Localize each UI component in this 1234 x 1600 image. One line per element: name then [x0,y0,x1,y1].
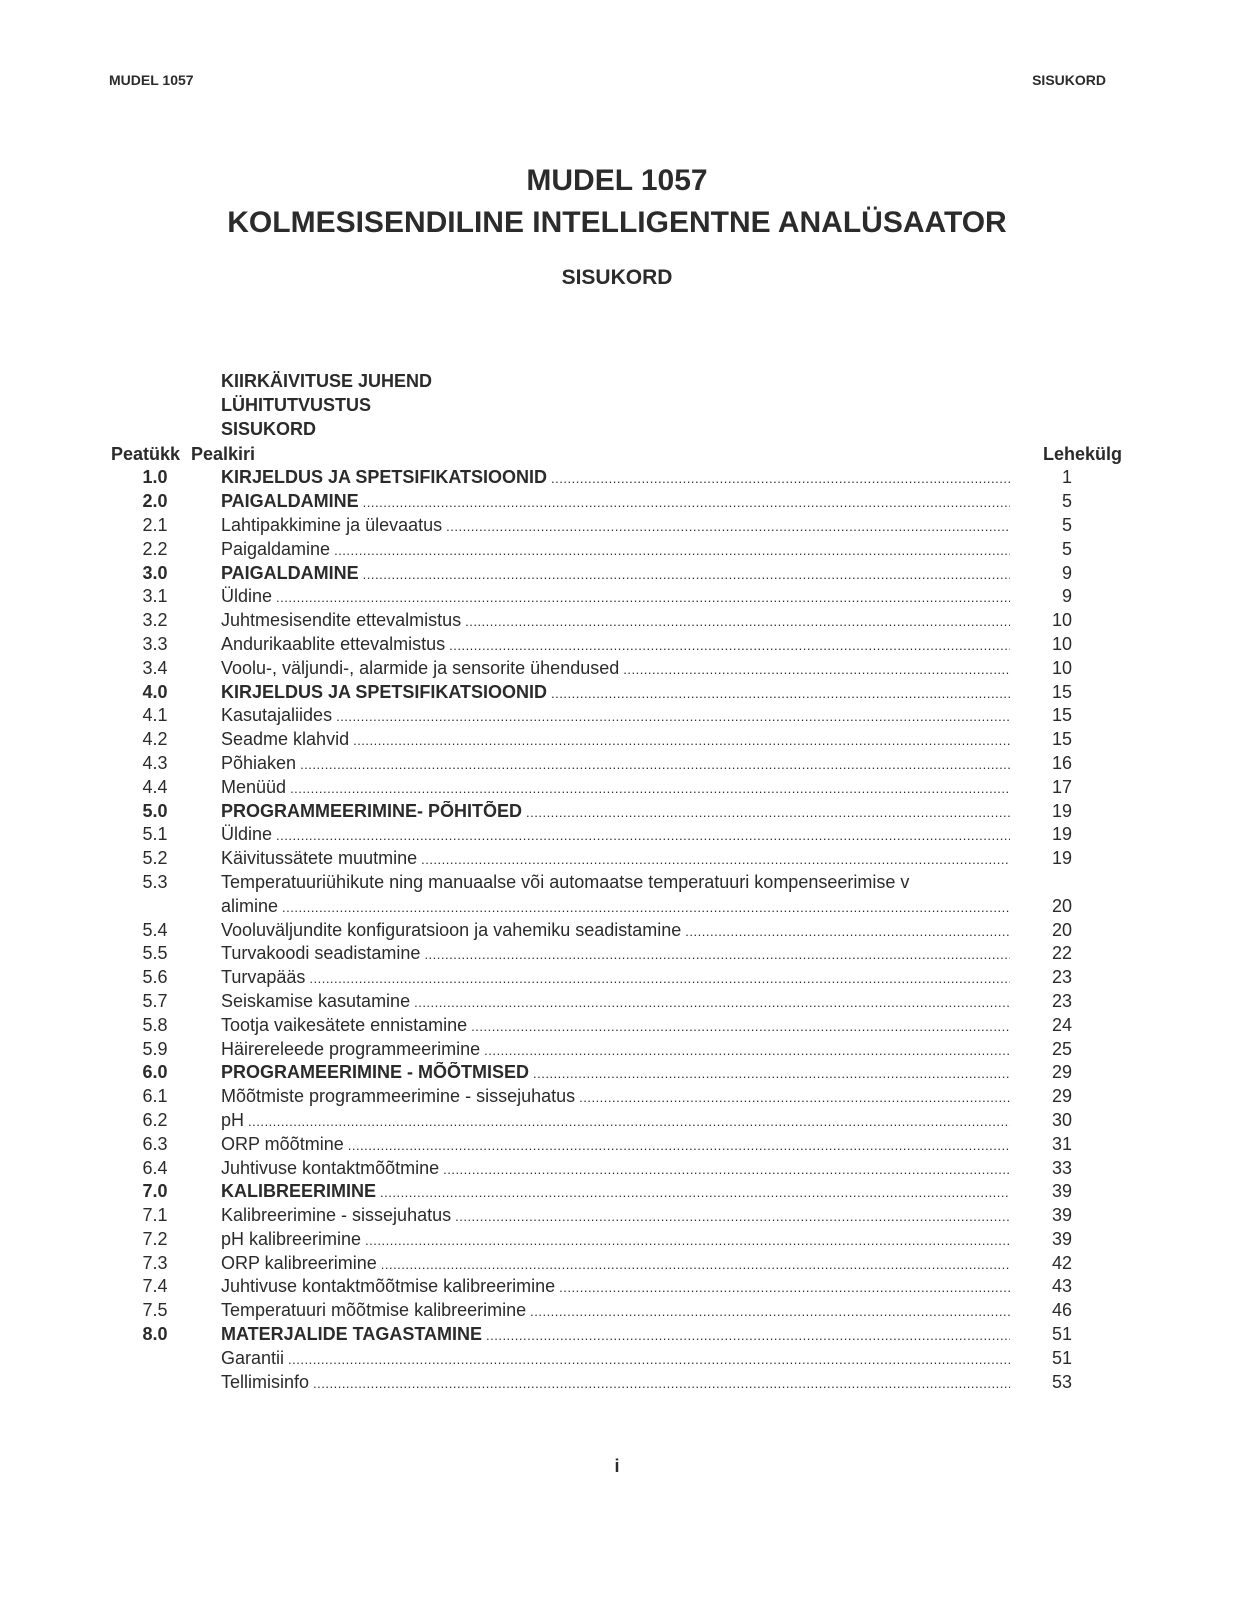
toc-entry-title: Turvakoodi seadistamine [221,943,421,964]
toc-entry[interactable] [128,490,1100,514]
toc-entry-title: Tootja vaikesätete ennistamine [221,1014,468,1035]
toc-entry-title-wrap [221,682,1010,703]
dot-leader [336,709,1010,724]
dot-leader [455,1209,1010,1224]
toc-entry-page: 9 [1061,586,1072,607]
toc-entry-number: 4.4 [142,776,168,797]
toc-entry-title-wrap [221,1134,1010,1155]
toc-column-headers [110,442,1122,466]
toc-entry-title-wrap [221,753,1010,774]
dot-leader [484,1043,1010,1058]
toc-entry-number: 5.9 [142,1038,168,1059]
dot-leader [414,995,1010,1010]
toc-entry-number: 4.1 [142,705,168,726]
toc-entry-title: Põhiaken [221,752,297,773]
toc-entry[interactable] [128,1109,1100,1133]
toc-entry-title-wrap [221,1181,1010,1202]
toc-entry-title-wrap [221,729,1010,750]
toc-entry[interactable] [128,847,1100,871]
toc-entry[interactable] [128,871,1100,895]
dot-leader [530,1304,1010,1319]
toc-entry-number: 4.2 [142,729,168,750]
toc-entry-title: Tellimisinfo [221,1371,310,1392]
dot-leader [526,805,1010,820]
toc-entry-title-wrap [221,705,1010,726]
toc-entry-title: KALIBREERIMINE [221,1181,377,1202]
toc-entry-number: 5.1 [142,824,168,845]
toc-entry[interactable] [128,775,1100,799]
dot-leader [623,662,1010,677]
toc-entry-title-wrap [221,1253,1010,1274]
toc-entry-page: 43 [1051,1276,1072,1297]
toc-entry-number: 5.3 [142,871,168,892]
toc-entry-title: alimine [221,895,279,916]
toc-entry-title: Turvapääs [221,967,306,988]
toc-entry-number: 6.0 [142,1062,168,1083]
toc-entry-number: 8.0 [142,1324,168,1345]
toc-entry[interactable] [128,1132,1100,1156]
toc-entry-number: 6.3 [142,1133,168,1154]
toc-entry-number: 5.8 [142,1014,168,1035]
toc-entry-title-wrap [221,563,1010,584]
dot-leader [363,495,1010,510]
toc-entry-title: PROGRAMEERIMINE - MÕÕTMISED [221,1062,530,1083]
toc-entry-page: 15 [1051,681,1072,702]
toc-entry-title-wrap [221,467,1010,488]
toc-entry-title: Juhtmesisendite ettevalmistus [221,610,462,631]
dot-leader [685,924,1010,939]
toc-entry[interactable] [128,1180,1100,1204]
dot-leader [381,1257,1010,1272]
toc-entry-page: 30 [1051,1109,1072,1130]
toc-entry-page: 39 [1051,1205,1072,1226]
toc-entry-title-wrap [221,1110,1010,1131]
toc-entry-title: Üldine [221,586,273,607]
toc-entry-number: 3.0 [142,562,168,583]
dot-leader [533,1066,1010,1081]
toc-entry-title: ORP kalibreerimine [221,1252,377,1273]
toc-entry[interactable] [128,1370,1100,1394]
toc-entry-title-wrap [221,1324,1010,1345]
toc-entry[interactable] [128,1299,1100,1323]
toc-entry-page: 42 [1051,1252,1072,1273]
toc-entry[interactable] [128,942,1100,966]
toc-entry-page: 20 [1051,895,1072,916]
toc-entry-number: 4.0 [142,681,168,702]
toc-entry-title: Andurikaablite ettevalmistus [221,633,446,654]
toc-entry-title: PAIGALDAMINE [221,562,359,583]
dot-leader [288,1352,1010,1367]
toc-entry-title: Kasutajaliides [221,705,333,726]
toc-entry-title: Kalibreerimine - sissejuhatus [221,1205,452,1226]
toc-entry-title: KIRJELDUS JA SPETSIFIKATSIOONID [221,467,548,488]
toc-entry-number: 5.2 [142,848,168,869]
dot-leader [290,781,1010,796]
dot-leader [551,686,1010,701]
dot-leader [363,567,1010,582]
toc-entry[interactable] [128,1346,1100,1370]
toc-entry-title: ORP mõõtmine [221,1133,344,1154]
toc-entry-page: 29 [1051,1062,1072,1083]
toc-entry-title: Garantii [221,1347,285,1368]
toc-entry-number: 5.4 [142,919,168,940]
dot-leader [559,1280,1010,1295]
toc-entry-title-wrap [221,801,1010,822]
toc-entry-page: 15 [1051,705,1072,726]
toc-entry-number: 5.0 [142,800,168,821]
toc-entry-number: 7.1 [142,1205,168,1226]
toc-entry-page: 39 [1051,1181,1072,1202]
toc-entry-page: 20 [1051,919,1072,940]
toc-entry-number: 3.4 [142,657,168,678]
toc-entry-number: 3.3 [142,633,168,654]
toc-entry-title-wrap [221,872,1010,893]
toc-entry-title-wrap [221,896,1010,917]
toc-entry-title-wrap [221,1372,1010,1393]
toc-entry-title-wrap [221,539,1010,560]
toc-entry-title: Voolu-, väljundi-, alarmide ja sensorite ühendused [221,657,620,678]
dot-leader [313,1376,1010,1391]
dot-leader [334,543,1010,558]
toc-entry-number: 4.3 [142,752,168,773]
dot-leader [353,733,1010,748]
toc-entry[interactable] [128,1085,1100,1109]
toc-entry[interactable] [128,514,1100,538]
toc-entry[interactable] [128,680,1100,704]
toc-entry-page: 24 [1051,1014,1072,1035]
toc-entry-title-wrap [221,1039,1010,1060]
dot-leader [579,1090,1010,1105]
toc-entry[interactable] [128,1037,1100,1061]
dot-leader [282,900,1010,915]
toc-entry[interactable] [128,1061,1100,1085]
toc-entry-page: 39 [1051,1228,1072,1249]
toc-entry-number: 2.2 [142,538,168,559]
document-title: MUDEL 1057 [526,164,708,197]
dot-leader [551,471,1010,486]
toc-entry-number: 2.1 [142,514,168,535]
toc-entry-title-wrap [221,586,1010,607]
toc-entry-title: Vooluväljundite konfiguratsioon ja vahemiku seadistamine [221,919,682,940]
section-title: SISUKORD [561,266,673,289]
toc-entry-number: 6.1 [142,1086,168,1107]
toc-entry[interactable] [128,466,1100,490]
toc-entry-title: pH kalibreerimine [221,1228,362,1249]
toc-entry-title-wrap [221,610,1010,631]
toc-entry-title-wrap [221,1300,1010,1321]
toc-entry-title: Lahtipakkimine ja ülevaatus [221,514,443,535]
dot-leader [276,828,1010,843]
toc-entry-page: 16 [1051,752,1072,773]
toc-entry-title-wrap [221,848,1010,869]
toc-entry[interactable] [128,918,1100,942]
toc-entry-page: 23 [1051,967,1072,988]
column-header-title: Pealkiri [191,443,256,464]
toc-entry-page: 51 [1051,1347,1072,1368]
toc-entry-title-wrap [221,1348,1010,1369]
toc-entry-number: 5.7 [142,990,168,1011]
toc-entry[interactable] [128,1251,1100,1275]
toc-entry-number: 7.0 [142,1181,168,1202]
toc-entry[interactable] [128,966,1100,990]
dot-leader [276,590,1010,605]
dot-leader [248,1114,1010,1129]
toc-entry-title: Temperatuuri mõõtmise kalibreerimine [221,1300,527,1321]
running-header-left: MUDEL 1057 [109,72,194,88]
toc-entry[interactable] [128,990,1100,1014]
dot-leader [465,614,1010,629]
toc-entry[interactable] [128,1228,1100,1252]
column-header-chapter: Peatükk [110,443,180,464]
dot-leader [348,1138,1010,1153]
toc-entry-title-wrap [221,967,1010,988]
toc-entry[interactable] [128,585,1100,609]
toc-entry-page: 51 [1051,1324,1072,1345]
toc-entry-title-wrap [221,634,1010,655]
toc-entry-page: 9 [1061,562,1072,583]
toc-entry-page: 46 [1051,1300,1072,1321]
toc-entry-title: Seiskamise kasutamine [221,990,411,1011]
toc-entry-title-wrap [221,1062,1010,1083]
dot-leader [449,638,1010,653]
toc-entry-title: Häirereleede programmeerimine [221,1038,481,1059]
toc-entry-title: Temperatuuriühikute ning manuaalse või automaatse temperatuuri kompenseerimise v [221,871,910,892]
toc-entry-page: 19 [1051,800,1072,821]
toc-entry[interactable] [128,799,1100,823]
toc-entry-number: 6.2 [142,1109,168,1130]
toc-entry-title: Seadme klahvid [221,729,350,750]
toc-entry[interactable] [128,609,1100,633]
toc-entry-page: 15 [1051,729,1072,750]
toc-entry-number: 3.1 [142,586,168,607]
preface-item: SISUKORD [221,418,317,439]
toc-entry-page: 17 [1051,776,1072,797]
dot-leader [471,1019,1010,1034]
dot-leader [309,971,1010,986]
toc-entry-title: PROGRAMMEERIMINE- PÕHITÕED [221,800,523,821]
toc-entry-number: 5.5 [142,943,168,964]
toc-entry-page: 33 [1051,1157,1072,1178]
toc-entry-title-wrap [221,1086,1010,1107]
toc-entry-title: Menüüd [221,776,287,797]
toc-entry[interactable] [128,633,1100,657]
toc-entry-title-wrap [221,943,1010,964]
preface-item: LÜHITUTVUSTUS [221,394,371,415]
toc-entry-title-wrap [221,777,1010,798]
toc-entry-title-wrap [221,1229,1010,1250]
toc-entry-page: 19 [1051,848,1072,869]
toc-entry-title-wrap [221,1015,1010,1036]
table-of-contents [110,442,1122,1394]
toc-entry-page: 10 [1051,657,1072,678]
toc-entry-page: 5 [1061,491,1072,512]
toc-entry-number: 5.6 [142,967,168,988]
toc-entry-number: 3.2 [142,610,168,631]
dot-leader [300,757,1010,772]
toc-entry-title-wrap [221,1158,1010,1179]
toc-entry[interactable] [128,561,1100,585]
toc-entry-title: Juhtivuse kontaktmõõtmise kalibreerimine [221,1276,556,1297]
toc-entry-title-wrap [221,1205,1010,1226]
toc-entry-page: 10 [1051,610,1072,631]
toc-entry-number: 2.0 [142,491,168,512]
toc-entry-number: 7.5 [142,1300,168,1321]
toc-entry-title-wrap [221,515,1010,536]
dot-leader [443,1162,1010,1177]
dot-leader [365,1233,1010,1248]
toc-rows [128,466,1100,1394]
toc-entry-number: 7.3 [142,1252,168,1273]
toc-entry-title: Paigaldamine [221,538,331,559]
toc-entry[interactable] [128,656,1100,680]
toc-entry[interactable] [128,752,1100,776]
page-number: i [614,1456,620,1476]
dot-leader [380,1185,1010,1200]
toc-entry-title-wrap [221,491,1010,512]
toc-entry-page: 5 [1061,514,1072,535]
toc-entry[interactable] [128,823,1100,847]
toc-entry-number: 7.4 [142,1276,168,1297]
dot-leader [424,947,1010,962]
dot-leader [446,519,1010,534]
dot-leader [421,852,1010,867]
toc-entry-page: 31 [1051,1133,1072,1154]
toc-entry[interactable] [128,1275,1100,1299]
toc-entry-title: pH [221,1109,245,1130]
toc-entry-page: 1 [1061,467,1072,488]
toc-entry-title: Juhtivuse kontaktmõõtmine [221,1157,440,1178]
toc-entry-page: 25 [1051,1038,1072,1059]
toc-entry-title: Üldine [221,824,273,845]
toc-entry-title-wrap [221,1276,1010,1297]
toc-entry[interactable] [128,1156,1100,1180]
running-header-right: SISUKORD [1032,72,1106,88]
toc-entry[interactable] [128,728,1100,752]
toc-entry-number: 7.2 [142,1228,168,1249]
toc-entry-title: Mõõtmiste programmeerimine - sissejuhatus [221,1086,576,1107]
toc-entry-title: PAIGALDAMINE [221,491,359,512]
toc-entry-page: 19 [1051,824,1072,845]
toc-entry-page: 23 [1051,990,1072,1011]
toc-entry-page: 29 [1051,1086,1072,1107]
toc-entry-number: 1.0 [142,467,168,488]
toc-entry-title-wrap [221,824,1010,845]
toc-entry[interactable] [128,894,1100,918]
preface-item: KIIRKÄIVITUSE JUHEND [221,371,433,391]
toc-entry-title: MATERJALIDE TAGASTAMINE [221,1324,482,1345]
toc-entry-title-wrap [221,991,1010,1012]
toc-entry-title-wrap [221,658,1010,679]
toc-entry[interactable] [128,537,1100,561]
toc-entry-title-wrap [221,920,1010,941]
toc-entry-title: KIRJELDUS JA SPETSIFIKATSIOONID [221,681,548,702]
toc-entry-page: 10 [1051,633,1072,654]
toc-entry-title: Käivitussätete muutmine [221,848,418,869]
toc-entry[interactable] [128,704,1100,728]
toc-entry-page: 22 [1051,943,1072,964]
document-subtitle: KOLMESISENDILINE INTELLIGENTNE ANALÜSAATOR [227,206,1007,239]
toc-entry[interactable] [128,1204,1100,1228]
toc-entry-number: 6.4 [142,1157,168,1178]
toc-entry[interactable] [128,1323,1100,1347]
dot-leader [486,1328,1010,1343]
column-header-page: Lehekülg [1042,443,1122,464]
toc-entry-page: 5 [1061,538,1072,559]
preface-list [221,370,432,441]
toc-entry[interactable] [128,1013,1100,1037]
toc-entry-page: 53 [1051,1371,1072,1392]
